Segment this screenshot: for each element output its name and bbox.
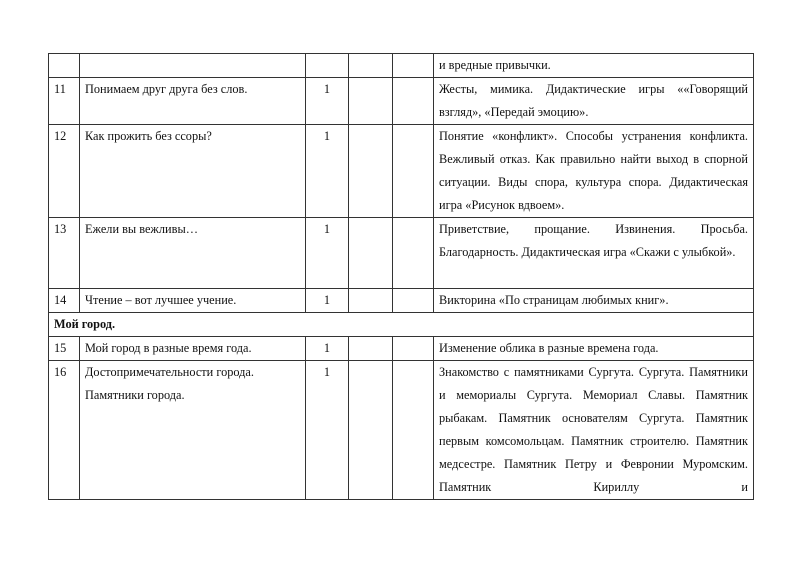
row-topic: Как прожить без ссоры? [80, 125, 306, 218]
row-hours [306, 54, 349, 78]
empty-cell [393, 361, 434, 500]
row-content: Приветствие, прощание. Извинения. Просьба. Благодарность. Дидактическая игра «Скажи с улыбкой». [434, 218, 754, 289]
row-content: Знакомство с памятниками Сургута. Сургута. Памятники и мемориалы Сургута. Мемориал Славы. Памятник рыбакам. Памятник основателям Сургута. Памятник первым комсомольцам. Памятник строителю. Памятник медсестре. Памятник Петру и Февронии Муромским. Памятник Кириллу и [434, 361, 754, 500]
empty-cell [393, 78, 434, 125]
row-number: 11 [49, 78, 80, 125]
row-content: Изменение облика в разные времена года. [434, 337, 754, 361]
row-number: 13 [49, 218, 80, 289]
empty-cell [349, 361, 393, 500]
lesson-plan-table [48, 53, 754, 500]
row-topic: Достопримечательности города. Памятники города. [80, 361, 306, 500]
table-row [49, 337, 754, 361]
row-number: 15 [49, 337, 80, 361]
row-number: 14 [49, 289, 80, 313]
table-row [49, 289, 754, 313]
row-hours: 1 [306, 78, 349, 125]
empty-cell [393, 125, 434, 218]
row-topic: Чтение – вот лучшее учение. [80, 289, 306, 313]
section-heading: Мой город. [49, 313, 754, 337]
row-topic [80, 54, 306, 78]
empty-cell [349, 337, 393, 361]
row-content: Викторина «По страницам любимых книг». [434, 289, 754, 313]
table-row [49, 361, 754, 500]
empty-cell [349, 54, 393, 78]
table-row [49, 54, 754, 78]
row-hours: 1 [306, 361, 349, 500]
row-number [49, 54, 80, 78]
row-content: и вредные привычки. [434, 54, 754, 78]
row-hours: 1 [306, 289, 349, 313]
section-row [49, 313, 754, 337]
empty-cell [393, 289, 434, 313]
empty-cell [393, 54, 434, 78]
row-topic: Понимаем друг друга без слов. [80, 78, 306, 125]
row-number: 16 [49, 361, 80, 500]
empty-cell [349, 125, 393, 218]
row-topic: Мой город в разные время года. [80, 337, 306, 361]
row-hours: 1 [306, 125, 349, 218]
table-row [49, 218, 754, 289]
row-content: Понятие «конфликт». Способы устранения конфликта. Вежливый отказ. Как правильно найти выход в спорной ситуации. Виды спора, культура спора. Дидактическая игра «Рисунок вдвоем». [434, 125, 754, 218]
row-hours: 1 [306, 218, 349, 289]
row-number: 12 [49, 125, 80, 218]
table-row [49, 125, 754, 218]
table-row [49, 78, 754, 125]
row-hours: 1 [306, 337, 349, 361]
row-topic: Ежели вы вежливы… [80, 218, 306, 289]
empty-cell [349, 78, 393, 125]
empty-cell [349, 289, 393, 313]
empty-cell [349, 218, 393, 289]
row-content: Жесты, мимика. Дидактические игры ««Говорящий взгляд», «Передай эмоцию». [434, 78, 754, 125]
empty-cell [393, 218, 434, 289]
empty-cell [393, 337, 434, 361]
